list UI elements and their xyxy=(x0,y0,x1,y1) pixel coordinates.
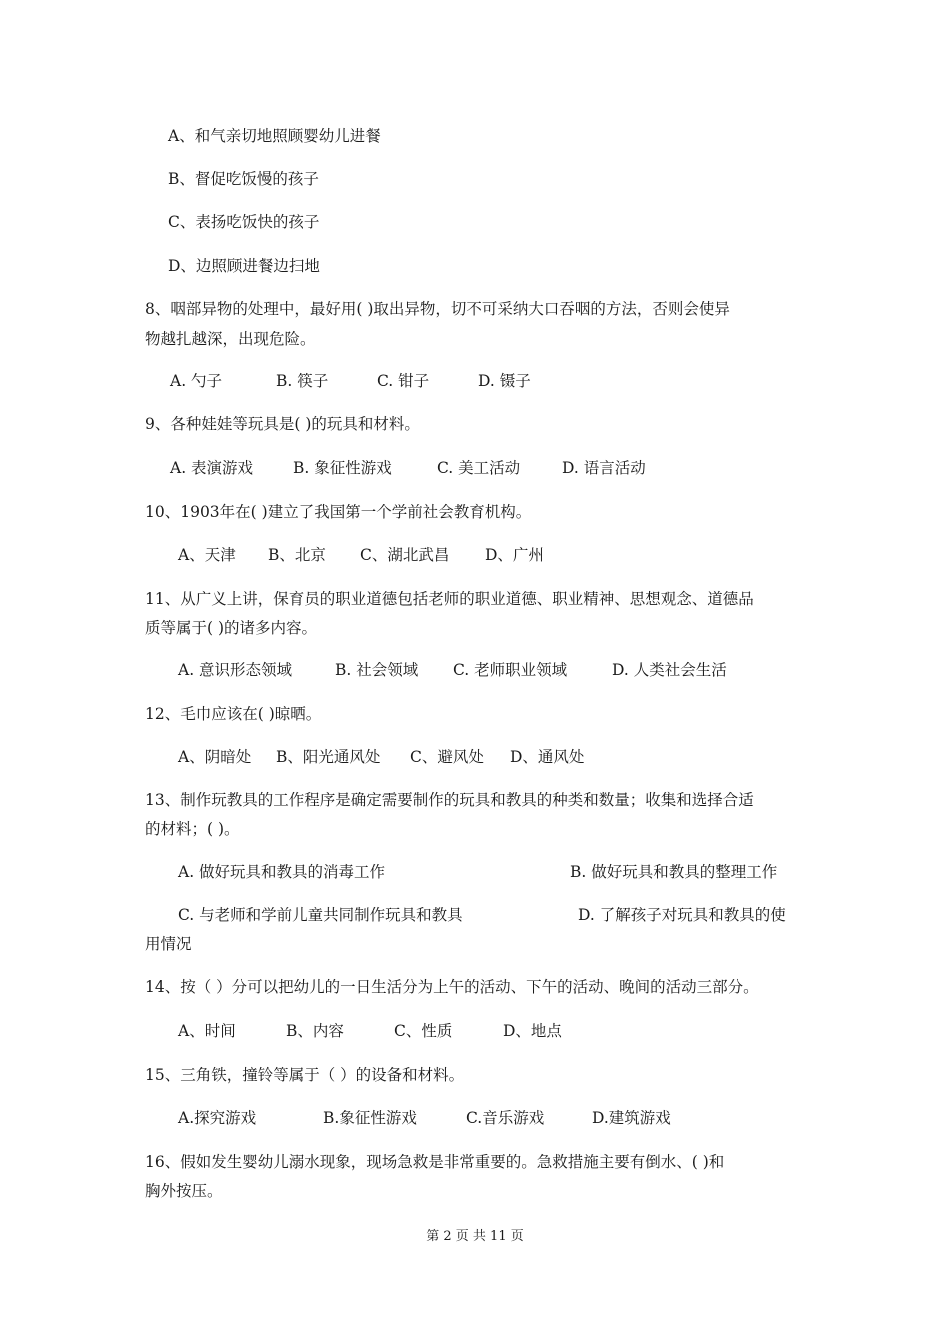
q9-question: 9、各种娃娃等玩具是( )的玩具和材料。 xyxy=(145,415,420,433)
q7-option-c: C、表扬吃饭快的孩子 xyxy=(168,213,320,231)
q10-option-a: A、天津 xyxy=(178,546,236,564)
q8-option-b: B. 筷子 xyxy=(276,372,329,390)
q12-option-c: C、避风处 xyxy=(410,748,484,766)
q12-option-b: B、阳光通风处 xyxy=(276,748,381,766)
q12-question: 12、毛巾应该在( )晾晒。 xyxy=(145,705,322,723)
q13-option-b: B. 做好玩具和教具的整理工作 xyxy=(570,863,778,881)
q14-option-a: A、时间 xyxy=(178,1022,236,1040)
q14-question: 14、按（ ）分可以把幼儿的一日生活分为上午的活动、下午的活动、晚间的活动三部分。 xyxy=(145,978,759,996)
q11-question: 11、从广义上讲，保育员的职业道德包括老师的职业道德、职业精神、思想观念、道德品 xyxy=(145,590,754,608)
q7-option-b: B、督促吃饭慢的孩子 xyxy=(168,170,319,188)
q8-question-cont: 物越扎越深，出现危险。 xyxy=(145,330,316,348)
q13-option-c: C. 与老师和学前儿童共同制作玩具和教具 xyxy=(178,906,463,924)
q14-option-c: C、性质 xyxy=(394,1022,453,1040)
q9-option-a: A. 表演游戏 xyxy=(170,459,254,477)
q7-option-a: A、和气亲切地照顾婴幼儿进餐 xyxy=(168,127,381,145)
q13-option-d-cont: 用情况 xyxy=(145,935,192,953)
q13-question: 13、制作玩教具的工作程序是确定需要制作的玩具和教具的种类和数量；收集和选择合适 xyxy=(145,791,754,809)
q15-option-a: A.探究游戏 xyxy=(178,1109,257,1127)
q10-question: 10、1903年在( )建立了我国第一个学前社会教育机构。 xyxy=(145,503,532,521)
q15-option-c: C.音乐游戏 xyxy=(466,1109,545,1127)
q15-option-b: B.象征性游戏 xyxy=(323,1109,417,1127)
q8-option-a: A. 勺子 xyxy=(170,372,223,390)
q12-option-a: A、阴暗处 xyxy=(178,748,252,766)
q12-option-d: D、通风处 xyxy=(510,748,585,766)
q9-option-d: D. 语言活动 xyxy=(562,459,646,477)
q13-option-d: D. 了解孩子对玩具和教具的使 xyxy=(578,906,786,924)
q10-option-c: C、湖北武昌 xyxy=(360,546,450,564)
q14-option-b: B、内容 xyxy=(286,1022,344,1040)
q15-option-d: D.建筑游戏 xyxy=(592,1109,671,1127)
q8-option-c: C. 钳子 xyxy=(377,372,430,390)
q8-option-d: D. 镊子 xyxy=(478,372,531,390)
q9-option-b: B. 象征性游戏 xyxy=(293,459,392,477)
q14-option-d: D、地点 xyxy=(503,1022,562,1040)
q11-option-c: C. 老师职业领域 xyxy=(453,661,568,679)
q13-option-a: A. 做好玩具和教具的消毒工作 xyxy=(178,863,386,881)
q7-option-d: D、边照顾进餐边扫地 xyxy=(168,257,320,275)
q10-option-d: D、广州 xyxy=(485,546,544,564)
q8-question: 8、咽部异物的处理中，最好用( )取出异物，切不可采纳大口吞咽的方法，否则会使异 xyxy=(145,300,730,318)
q11-option-d: D. 人类社会生活 xyxy=(612,661,727,679)
q13-question-cont: 的材料；( )。 xyxy=(145,820,240,838)
q15-question: 15、三角铁，撞铃等属于（ ）的设备和材料。 xyxy=(145,1066,465,1084)
q16-question: 16、假如发生婴幼儿溺水现象，现场急救是非常重要的。急救措施主要有倒水、( )和 xyxy=(145,1153,725,1171)
q11-question-cont: 质等属于( )的诸多内容。 xyxy=(145,619,318,637)
page-number: 第 2 页 共 11 页 xyxy=(426,1229,524,1244)
q16-question-cont: 胸外按压。 xyxy=(145,1182,223,1200)
q9-option-c: C. 美工活动 xyxy=(437,459,521,477)
q11-option-a: A. 意识形态领域 xyxy=(178,661,293,679)
q11-option-b: B. 社会领域 xyxy=(335,661,419,679)
q10-option-b: B、北京 xyxy=(268,546,326,564)
